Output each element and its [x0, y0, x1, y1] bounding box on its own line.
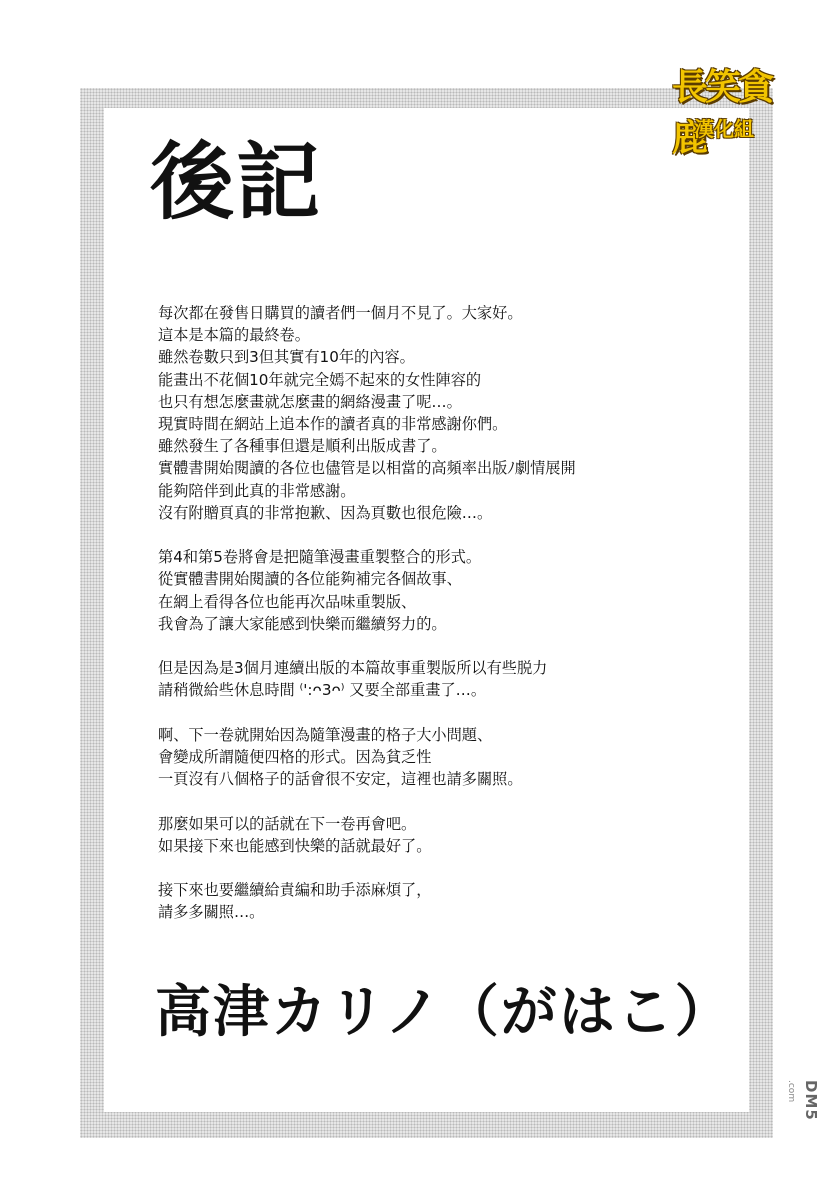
- text-line: 每次都在發售日購買的讀者們一個月不見了。大家好。: [158, 304, 523, 322]
- paragraph: [158, 879, 718, 923]
- site-watermark: [786, 1080, 834, 1190]
- author-signature: 高津カリノ（がはこ）: [155, 980, 733, 1045]
- page-title: 後記: [150, 133, 323, 231]
- text-line: 實體書開始閱讀的各位也儘管是以相當的高頻率出版ﾉ劇情展開: [158, 459, 576, 478]
- text-line: 能夠陪伴到此真的非常感謝。: [158, 481, 356, 500]
- text-line: 我會為了讓大家能感到快樂而繼續努力的。: [158, 614, 447, 633]
- text-line: 接下來也要繼續給責編和助手添麻煩了，: [158, 881, 432, 900]
- group-logo: [672, 55, 790, 159]
- afterword-text: [158, 302, 718, 946]
- paragraph: [158, 813, 718, 857]
- text-line: 請稍微給些休息時間 ⁽':ᴖ3ᴖ⁾ 又要全部重畫了…。: [158, 681, 487, 700]
- logo-line-1: 長笑貪鹿: [672, 66, 772, 159]
- text-line: 但是因為是3個月連續出版的本篇故事重製版所以有些脱力: [158, 659, 548, 678]
- text-line: 從實體書開始閱讀的各位能夠補完各個故事、: [158, 570, 462, 589]
- text-line: 一頁沒有八個格子的話會很不安定，這裡也請多關照。: [158, 770, 523, 789]
- text-line: 沒有附贈頁真的非常抱歉、因為頁數也很危險…。: [158, 503, 493, 522]
- paragraph: [158, 724, 718, 791]
- watermark-text: DM5: [802, 1080, 820, 1121]
- text-line: 能畫出不花個10年就完全嫣不起來的女性陣容的: [158, 370, 482, 389]
- logo-line-2: 漢化組: [694, 117, 754, 141]
- text-line: 啊、下一卷就開始因為隨筆漫畫的格子大小問題、: [158, 725, 493, 744]
- text-line: 那麼如果可以的話就在下一卷再會吧。: [158, 814, 417, 833]
- text-line: 這本是本篇的最終卷。: [158, 326, 310, 345]
- text-line: 請多多關照…。: [158, 903, 265, 922]
- paragraph: [158, 657, 718, 701]
- paragraph: [158, 546, 718, 635]
- text-line: 如果接下來也能感到快樂的話就最好了。: [158, 836, 432, 855]
- text-line: 會變成所謂隨便四格的形式。因為貧乏性: [158, 748, 432, 767]
- text-line: 雖然發生了各種事但還是順利出版成書了。: [158, 437, 447, 456]
- text-line: 第4和第5卷將會是把隨筆漫畫重製整合的形式。: [158, 548, 482, 567]
- text-line: 現實時間在網站上追本作的讀者真的非常感謝你們。: [158, 415, 508, 434]
- text-line: 在網上看得各位也能再次品味重製版、: [158, 592, 417, 611]
- watermark-sub: .com: [786, 1080, 796, 1103]
- text-line: 雖然卷數只到3但其實有10年的內容。: [158, 348, 415, 367]
- text-line: 也只有想怎麼畫就怎麼畫的網絡漫畫了呢…。: [158, 392, 462, 411]
- paragraph: [158, 302, 718, 524]
